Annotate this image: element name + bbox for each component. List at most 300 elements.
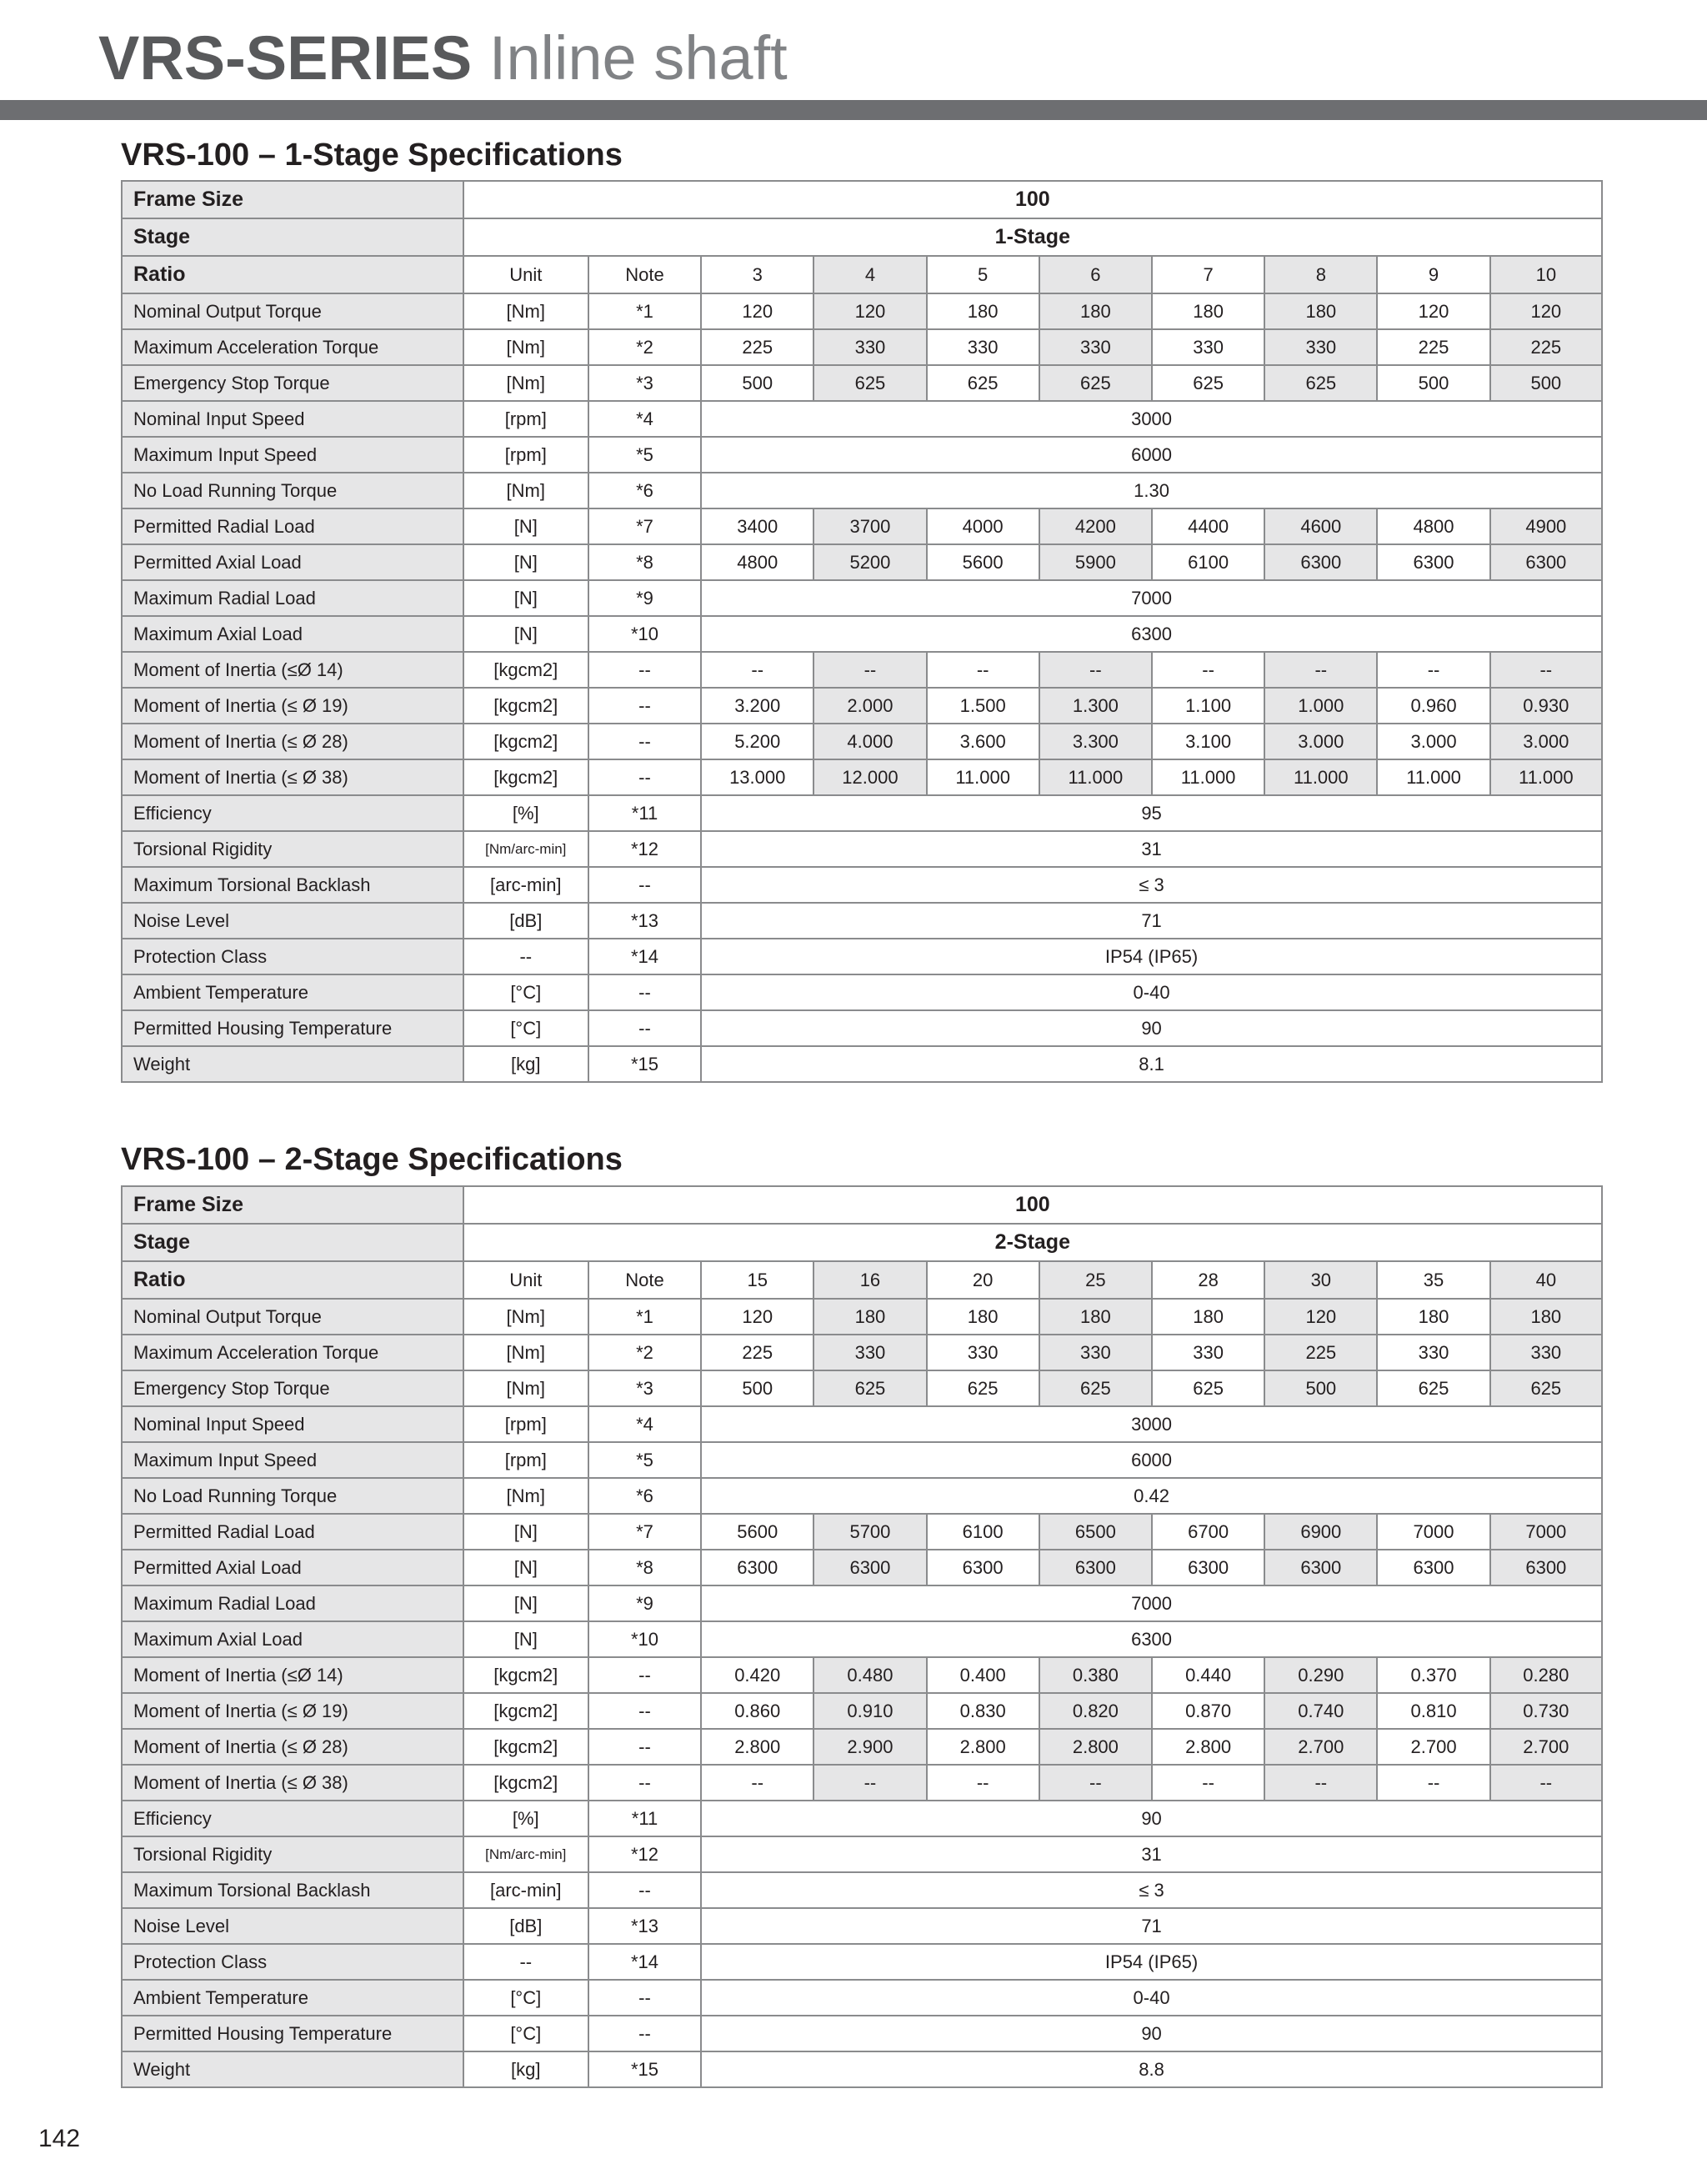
- value-cell: 11.000: [1377, 759, 1489, 795]
- value-cell: 1.500: [927, 688, 1039, 724]
- value-cell: 0.830: [927, 1693, 1039, 1729]
- value-cell: 180: [1152, 1299, 1264, 1335]
- value-cell: 11.000: [1152, 759, 1264, 795]
- table-row: [122, 2051, 1602, 2087]
- ratio-column-header: 5: [927, 256, 1039, 293]
- table-row: [122, 1550, 1602, 1585]
- value-cell: 180: [927, 1299, 1039, 1335]
- unit-cell: [kgcm2]: [463, 759, 588, 795]
- table-row: [122, 1621, 1602, 1657]
- ratio-column-header: 3: [701, 256, 813, 293]
- value-cell: 0.290: [1264, 1657, 1377, 1693]
- unit-cell: [rpm]: [463, 437, 588, 473]
- table-row: [122, 437, 1602, 473]
- value-cell: 0.400: [927, 1657, 1039, 1693]
- value-cell: 3.300: [1039, 724, 1152, 759]
- value-cell: 330: [813, 1335, 926, 1370]
- value-cell: 500: [1264, 1370, 1377, 1406]
- note-cell: --: [588, 1657, 701, 1693]
- parameter-name: Efficiency: [122, 1801, 463, 1836]
- value-cell: 180: [1039, 1299, 1152, 1335]
- stage-value: 1-Stage: [463, 218, 1602, 256]
- value-cell-all-ratios: 6000: [701, 1442, 1602, 1478]
- value-cell: --: [701, 1765, 813, 1801]
- unit-cell: [N]: [463, 580, 588, 616]
- value-cell-all-ratios: 7000: [701, 580, 1602, 616]
- value-cell: 2.800: [1152, 1729, 1264, 1765]
- value-cell: 225: [1377, 329, 1489, 365]
- table-row: [122, 759, 1602, 795]
- parameter-name: Permitted Housing Temperature: [122, 1010, 463, 1046]
- table-row: [122, 1335, 1602, 1370]
- value-cell: 5900: [1039, 544, 1152, 580]
- value-cell-all-ratios: ≤ 3: [701, 1872, 1602, 1908]
- value-cell-all-ratios: 6300: [701, 1621, 1602, 1657]
- value-cell: 2.900: [813, 1729, 926, 1765]
- ratio-column-header: 20: [927, 1261, 1039, 1299]
- note-cell: --: [588, 867, 701, 903]
- note-column-header: Note: [588, 1261, 701, 1299]
- unit-cell: [°C]: [463, 974, 588, 1010]
- value-cell: 225: [1490, 329, 1602, 365]
- value-cell: 180: [1264, 293, 1377, 329]
- value-cell: 0.870: [1152, 1693, 1264, 1729]
- value-cell-all-ratios: 3000: [701, 401, 1602, 437]
- parameter-name: Moment of Inertia (≤ Ø 19): [122, 1693, 463, 1729]
- value-cell: --: [1152, 652, 1264, 688]
- value-cell: 330: [1152, 329, 1264, 365]
- section-heading-1-stage: VRS-100 – 1-Stage Specifications: [121, 138, 623, 173]
- parameter-name: Moment of Inertia (≤ Ø 28): [122, 724, 463, 759]
- note-cell: *2: [588, 329, 701, 365]
- parameter-name: Torsional Rigidity: [122, 1836, 463, 1872]
- value-cell: 0.810: [1377, 1693, 1489, 1729]
- parameter-name: No Load Running Torque: [122, 1478, 463, 1514]
- parameter-name: Moment of Inertia (≤ Ø 38): [122, 1765, 463, 1801]
- table-row: [122, 401, 1602, 437]
- table-row: [122, 365, 1602, 401]
- ratio-column-header: 4: [813, 256, 926, 293]
- ratio-column-header: 25: [1039, 1261, 1152, 1299]
- value-cell: 6300: [927, 1550, 1039, 1585]
- value-cell: 225: [701, 1335, 813, 1370]
- note-cell: --: [588, 652, 701, 688]
- unit-cell: [dB]: [463, 903, 588, 939]
- value-cell: 625: [813, 365, 926, 401]
- unit-cell: [kgcm2]: [463, 1657, 588, 1693]
- table-row: [122, 1872, 1602, 1908]
- value-cell: 5600: [701, 1514, 813, 1550]
- note-cell: *14: [588, 939, 701, 974]
- unit-cell: [N]: [463, 508, 588, 544]
- value-cell: 7000: [1490, 1514, 1602, 1550]
- note-cell: *8: [588, 1550, 701, 1585]
- value-cell: --: [1490, 1765, 1602, 1801]
- parameter-name: Permitted Radial Load: [122, 508, 463, 544]
- unit-column-header: Unit: [463, 256, 588, 293]
- parameter-name: Maximum Radial Load: [122, 1585, 463, 1621]
- value-cell: 180: [1039, 293, 1152, 329]
- note-cell: --: [588, 1872, 701, 1908]
- value-cell: 625: [1264, 365, 1377, 401]
- parameter-name: No Load Running Torque: [122, 473, 463, 508]
- parameter-name: Noise Level: [122, 903, 463, 939]
- note-cell: *11: [588, 1801, 701, 1836]
- value-cell: 120: [701, 293, 813, 329]
- value-cell: 0.930: [1490, 688, 1602, 724]
- unit-cell: [Nm]: [463, 365, 588, 401]
- table-row: [122, 1801, 1602, 1836]
- value-cell: 0.910: [813, 1693, 926, 1729]
- stage-row: [122, 1224, 1602, 1261]
- parameter-name: Permitted Radial Load: [122, 1514, 463, 1550]
- ratio-column-header: 8: [1264, 256, 1377, 293]
- value-cell: 13.000: [701, 759, 813, 795]
- unit-column-header: Unit: [463, 1261, 588, 1299]
- value-cell-all-ratios: 31: [701, 1836, 1602, 1872]
- frame-size-label: Frame Size: [122, 181, 463, 218]
- parameter-name: Permitted Axial Load: [122, 1550, 463, 1585]
- value-cell: --: [1377, 652, 1489, 688]
- value-cell: 180: [1490, 1299, 1602, 1335]
- unit-cell: [Nm]: [463, 1370, 588, 1406]
- value-cell-all-ratios: 0.42: [701, 1478, 1602, 1514]
- value-cell: 6300: [1490, 544, 1602, 580]
- value-cell: 6300: [1264, 544, 1377, 580]
- parameter-name: Maximum Acceleration Torque: [122, 1335, 463, 1370]
- frame-size-label: Frame Size: [122, 1186, 463, 1224]
- unit-cell: [Nm/arc-min]: [463, 1836, 588, 1872]
- value-cell: 4200: [1039, 508, 1152, 544]
- value-cell: 2.700: [1264, 1729, 1377, 1765]
- value-cell-all-ratios: 90: [701, 2016, 1602, 2051]
- value-cell: 3.100: [1152, 724, 1264, 759]
- parameter-name: Maximum Torsional Backlash: [122, 867, 463, 903]
- note-cell: *11: [588, 795, 701, 831]
- table-row: [122, 1406, 1602, 1442]
- note-cell: *2: [588, 1335, 701, 1370]
- value-cell: 500: [701, 1370, 813, 1406]
- value-cell: 2.000: [813, 688, 926, 724]
- unit-cell: [arc-min]: [463, 867, 588, 903]
- table-row: [122, 974, 1602, 1010]
- value-cell: 6300: [1152, 1550, 1264, 1585]
- note-column-header: Note: [588, 256, 701, 293]
- table-row: [122, 688, 1602, 724]
- parameter-name: Nominal Output Torque: [122, 293, 463, 329]
- unit-cell: [kgcm2]: [463, 1729, 588, 1765]
- parameter-name: Permitted Housing Temperature: [122, 2016, 463, 2051]
- spec-table-2-stage: [121, 1185, 1603, 2088]
- value-cell: 330: [927, 1335, 1039, 1370]
- ratio-header-row: [122, 1261, 1602, 1299]
- ratio-column-header: 9: [1377, 256, 1489, 293]
- note-cell: *1: [588, 293, 701, 329]
- parameter-name: Ambient Temperature: [122, 974, 463, 1010]
- value-cell: 180: [1377, 1299, 1489, 1335]
- parameter-name: Maximum Axial Load: [122, 1621, 463, 1657]
- value-cell: 1.100: [1152, 688, 1264, 724]
- parameter-name: Protection Class: [122, 1944, 463, 1980]
- value-cell: 2.800: [927, 1729, 1039, 1765]
- value-cell-all-ratios: 95: [701, 795, 1602, 831]
- ratio-label: Ratio: [122, 256, 463, 293]
- note-cell: *15: [588, 2051, 701, 2087]
- value-cell: 11.000: [927, 759, 1039, 795]
- value-cell: 12.000: [813, 759, 926, 795]
- parameter-name: Torsional Rigidity: [122, 831, 463, 867]
- note-cell: --: [588, 1010, 701, 1046]
- unit-cell: [kg]: [463, 1046, 588, 1082]
- page-title: [98, 18, 788, 98]
- unit-cell: [N]: [463, 1514, 588, 1550]
- note-cell: --: [588, 1980, 701, 2016]
- series-subtitle: Inline shaft: [488, 23, 788, 93]
- value-cell-all-ratios: 90: [701, 1010, 1602, 1046]
- note-cell: *4: [588, 1406, 701, 1442]
- table-row: [122, 1765, 1602, 1801]
- value-cell: 330: [927, 329, 1039, 365]
- value-cell: 6300: [813, 1550, 926, 1585]
- value-cell: 0.740: [1264, 1693, 1377, 1729]
- value-cell: 180: [1152, 293, 1264, 329]
- parameter-name: Weight: [122, 1046, 463, 1082]
- value-cell: 625: [1152, 1370, 1264, 1406]
- value-cell: 625: [927, 365, 1039, 401]
- value-cell: 2.800: [1039, 1729, 1152, 1765]
- unit-cell: [N]: [463, 616, 588, 652]
- table-row: [122, 1908, 1602, 1944]
- parameter-name: Maximum Input Speed: [122, 1442, 463, 1478]
- table-row: [122, 508, 1602, 544]
- value-cell-all-ratios: 3000: [701, 1406, 1602, 1442]
- value-cell: 5600: [927, 544, 1039, 580]
- value-cell-all-ratios: 0-40: [701, 974, 1602, 1010]
- unit-cell: [Nm/arc-min]: [463, 831, 588, 867]
- page-number: 142: [38, 2125, 81, 2152]
- table-row: [122, 473, 1602, 508]
- note-cell: *15: [588, 1046, 701, 1082]
- parameter-name: Weight: [122, 2051, 463, 2087]
- value-cell: 3.000: [1377, 724, 1489, 759]
- table-row: [122, 652, 1602, 688]
- table-row: [122, 1442, 1602, 1478]
- value-cell: 0.480: [813, 1657, 926, 1693]
- table-row: [122, 1046, 1602, 1082]
- value-cell: 225: [1264, 1335, 1377, 1370]
- note-cell: *14: [588, 1944, 701, 1980]
- table-row: [122, 903, 1602, 939]
- frame-size-row: [122, 1186, 1602, 1224]
- note-cell: *10: [588, 616, 701, 652]
- value-cell: 6300: [1377, 544, 1489, 580]
- value-cell-all-ratios: 6000: [701, 437, 1602, 473]
- value-cell: 3400: [701, 508, 813, 544]
- value-cell: 4400: [1152, 508, 1264, 544]
- value-cell-all-ratios: 31: [701, 831, 1602, 867]
- ratio-header-row: [122, 256, 1602, 293]
- value-cell: --: [813, 652, 926, 688]
- value-cell: 6300: [1039, 1550, 1152, 1585]
- parameter-name: Maximum Acceleration Torque: [122, 329, 463, 365]
- unit-cell: [N]: [463, 1550, 588, 1585]
- value-cell: 5700: [813, 1514, 926, 1550]
- stage-label: Stage: [122, 1224, 463, 1261]
- value-cell: 1.000: [1264, 688, 1377, 724]
- value-cell: --: [1152, 1765, 1264, 1801]
- value-cell: 2.700: [1490, 1729, 1602, 1765]
- ratio-column-header: 30: [1264, 1261, 1377, 1299]
- title-divider-bar: [0, 100, 1707, 120]
- parameter-name: Nominal Input Speed: [122, 1406, 463, 1442]
- value-cell: 4800: [1377, 508, 1489, 544]
- parameter-name: Moment of Inertia (≤ Ø 28): [122, 1729, 463, 1765]
- value-cell: 625: [927, 1370, 1039, 1406]
- value-cell: --: [813, 1765, 926, 1801]
- unit-cell: [Nm]: [463, 293, 588, 329]
- ratio-label: Ratio: [122, 1261, 463, 1299]
- value-cell: 500: [701, 365, 813, 401]
- value-cell-all-ratios: 1.30: [701, 473, 1602, 508]
- unit-cell: [dB]: [463, 1908, 588, 1944]
- value-cell: 4800: [701, 544, 813, 580]
- table-row: [122, 616, 1602, 652]
- value-cell-all-ratios: 71: [701, 1908, 1602, 1944]
- value-cell: 3.200: [701, 688, 813, 724]
- table-row: [122, 1478, 1602, 1514]
- value-cell: 6300: [701, 1550, 813, 1585]
- value-cell: 11.000: [1039, 759, 1152, 795]
- parameter-name: Moment of Inertia (≤ Ø 38): [122, 759, 463, 795]
- value-cell: 0.280: [1490, 1657, 1602, 1693]
- value-cell: 625: [1039, 365, 1152, 401]
- parameter-name: Moment of Inertia (≤Ø 14): [122, 1657, 463, 1693]
- value-cell: 625: [1490, 1370, 1602, 1406]
- note-cell: *8: [588, 544, 701, 580]
- unit-cell: [rpm]: [463, 1442, 588, 1478]
- note-cell: --: [588, 1729, 701, 1765]
- frame-size-value: 100: [463, 181, 1602, 218]
- value-cell: 0.960: [1377, 688, 1489, 724]
- table-row: [122, 1980, 1602, 2016]
- value-cell: 625: [1152, 365, 1264, 401]
- value-cell: 6500: [1039, 1514, 1152, 1550]
- ratio-column-header: 28: [1152, 1261, 1264, 1299]
- value-cell: 330: [1039, 329, 1152, 365]
- value-cell: --: [701, 652, 813, 688]
- value-cell: 0.420: [701, 1657, 813, 1693]
- stage-label: Stage: [122, 218, 463, 256]
- value-cell: 5200: [813, 544, 926, 580]
- value-cell: 6100: [927, 1514, 1039, 1550]
- value-cell: --: [927, 1765, 1039, 1801]
- table-row: [122, 1299, 1602, 1335]
- unit-cell: [N]: [463, 1585, 588, 1621]
- parameter-name: Nominal Input Speed: [122, 401, 463, 437]
- note-cell: *7: [588, 1514, 701, 1550]
- note-cell: *3: [588, 365, 701, 401]
- table-row: [122, 867, 1602, 903]
- unit-cell: [Nm]: [463, 1478, 588, 1514]
- table-row: [122, 724, 1602, 759]
- value-cell: 330: [1490, 1335, 1602, 1370]
- table-row: [122, 544, 1602, 580]
- table-row: [122, 329, 1602, 365]
- note-cell: --: [588, 1765, 701, 1801]
- table-row: [122, 1370, 1602, 1406]
- ratio-column-header: 7: [1152, 256, 1264, 293]
- value-cell: 120: [701, 1299, 813, 1335]
- value-cell: 330: [1152, 1335, 1264, 1370]
- value-cell: 330: [813, 329, 926, 365]
- unit-cell: [kgcm2]: [463, 1765, 588, 1801]
- ratio-column-header: 16: [813, 1261, 926, 1299]
- table-row: [122, 939, 1602, 974]
- value-cell: 3700: [813, 508, 926, 544]
- note-cell: *4: [588, 401, 701, 437]
- frame-size-value: 100: [463, 1186, 1602, 1224]
- table-row: [122, 795, 1602, 831]
- value-cell-all-ratios: 7000: [701, 1585, 1602, 1621]
- unit-cell: [rpm]: [463, 401, 588, 437]
- value-cell-all-ratios: 0-40: [701, 1980, 1602, 2016]
- note-cell: *7: [588, 508, 701, 544]
- value-cell: --: [1490, 652, 1602, 688]
- unit-cell: [kgcm2]: [463, 1693, 588, 1729]
- table-row: [122, 580, 1602, 616]
- unit-cell: [Nm]: [463, 473, 588, 508]
- note-cell: --: [588, 759, 701, 795]
- value-cell: 4000: [927, 508, 1039, 544]
- stage-value: 2-Stage: [463, 1224, 1602, 1261]
- value-cell: 6700: [1152, 1514, 1264, 1550]
- value-cell: 330: [1039, 1335, 1152, 1370]
- note-cell: *5: [588, 1442, 701, 1478]
- table-row: [122, 1944, 1602, 1980]
- value-cell: 6100: [1152, 544, 1264, 580]
- note-cell: *6: [588, 1478, 701, 1514]
- note-cell: *1: [588, 1299, 701, 1335]
- parameter-name: Protection Class: [122, 939, 463, 974]
- value-cell: 7000: [1377, 1514, 1489, 1550]
- ratio-column-header: 15: [701, 1261, 813, 1299]
- parameter-name: Permitted Axial Load: [122, 544, 463, 580]
- value-cell: 500: [1377, 365, 1489, 401]
- note-cell: *12: [588, 831, 701, 867]
- table-row: [122, 1585, 1602, 1621]
- value-cell-all-ratios: ≤ 3: [701, 867, 1602, 903]
- value-cell: 2.800: [701, 1729, 813, 1765]
- unit-cell: [N]: [463, 544, 588, 580]
- unit-cell: --: [463, 1944, 588, 1980]
- table-row: [122, 831, 1602, 867]
- parameter-name: Noise Level: [122, 1908, 463, 1944]
- note-cell: --: [588, 724, 701, 759]
- frame-size-row: [122, 181, 1602, 218]
- value-cell-all-ratios: 90: [701, 1801, 1602, 1836]
- parameter-name: Emergency Stop Torque: [122, 365, 463, 401]
- unit-cell: [°C]: [463, 1010, 588, 1046]
- value-cell: --: [927, 652, 1039, 688]
- value-cell-all-ratios: 6300: [701, 616, 1602, 652]
- unit-cell: [N]: [463, 1621, 588, 1657]
- value-cell: 6300: [1490, 1550, 1602, 1585]
- table-row: [122, 1657, 1602, 1693]
- value-cell: 0.860: [701, 1693, 813, 1729]
- value-cell: 5.200: [701, 724, 813, 759]
- value-cell: 625: [1377, 1370, 1489, 1406]
- value-cell: 1.300: [1039, 688, 1152, 724]
